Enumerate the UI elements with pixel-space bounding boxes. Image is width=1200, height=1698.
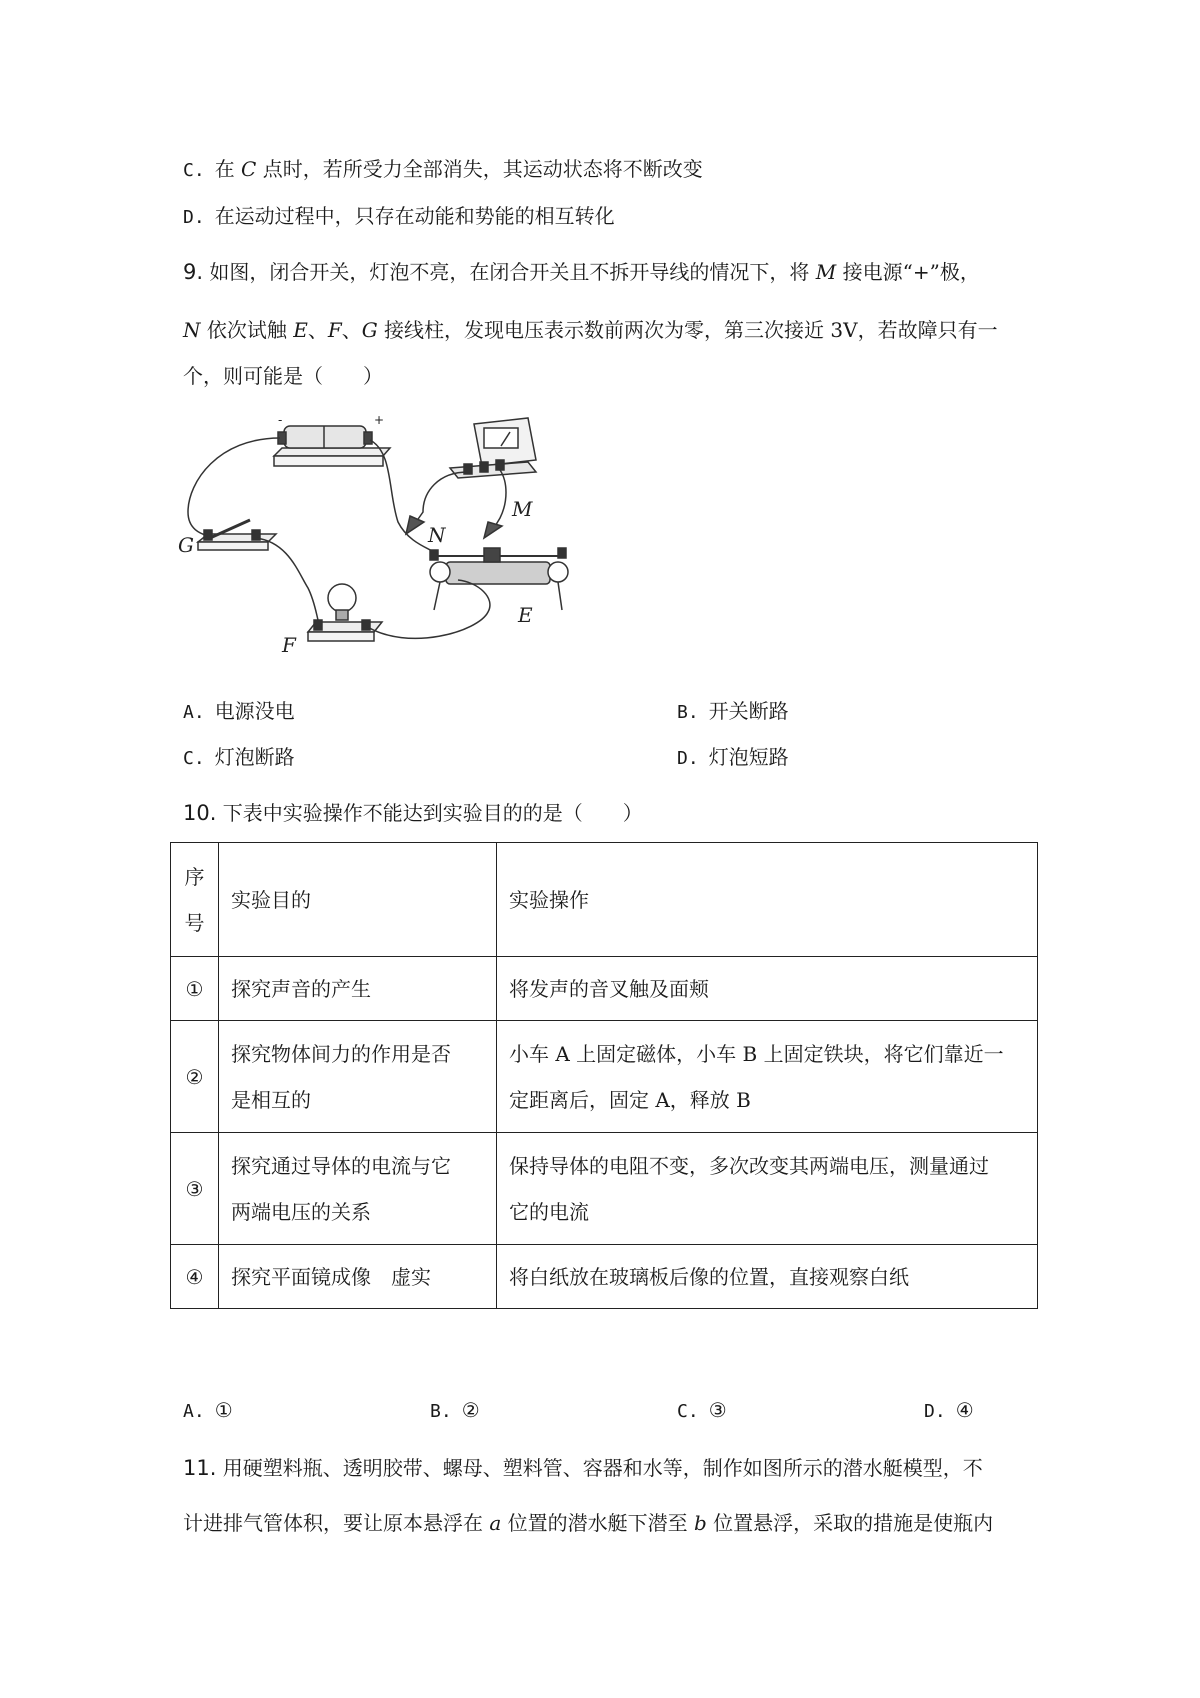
- table-row: ① 探究声音的产生 将发声的音叉触及面颊: [171, 957, 1038, 1021]
- table-row: ③ 探究通过导体的电流与它 两端电压的关系 保持导体的电阻不变，多次改变其两端电压，测量通过 它的电流: [171, 1133, 1038, 1245]
- experiment-table: [170, 842, 1038, 1309]
- table-row: ② 探究物体间力的作用是否 是相互的 小车 A 上固定磁体，小车 B 上固定铁块，将它们靠近一 定距离后，固定 A，释放 B: [171, 1021, 1038, 1133]
- q11-stem-line1: 11. 用硬塑料瓶、透明胶带、螺母、塑料管、容器和水等，制作如图所示的潜水艇模型，不: [183, 1456, 983, 1480]
- label-f: F: [282, 633, 296, 657]
- circuit-diagram: [178, 412, 618, 672]
- label-m: M: [512, 497, 533, 521]
- rheostat-icon: [430, 548, 568, 610]
- question-number: 11.: [183, 1456, 217, 1480]
- label-n: N: [428, 523, 446, 547]
- probe-n-icon: [406, 516, 424, 534]
- battery-icon: [274, 426, 390, 466]
- q10-stem: 10. 下表中实验操作不能达到实验目的的是（ ）: [183, 801, 643, 825]
- question-number: 9.: [183, 260, 204, 284]
- q9-option-a: A. 电源没电: [183, 699, 295, 723]
- switch-icon: [198, 520, 276, 550]
- q10-option-a: A. ①: [183, 1398, 233, 1422]
- label-e: E: [518, 603, 533, 627]
- battery-minus-label: -: [278, 413, 283, 427]
- voltmeter-icon: [450, 418, 536, 478]
- q9-option-c: C. 灯泡断路: [183, 745, 295, 769]
- q10-option-d: D. ④: [924, 1398, 974, 1422]
- label-g: G: [178, 533, 194, 557]
- q9-stem-line2: N 依次试触 E、F、G 接线柱，发现电压表示数前两次为零，第三次接近 3V，若故障只有一: [183, 318, 998, 342]
- q9-option-d: D. 灯泡短路: [677, 745, 789, 769]
- q9-stem-line1: 9. 如图，闭合开关，灯泡不亮，在闭合开关且不拆开导线的情况下，将 M 接电源“+”极，: [183, 260, 980, 284]
- header-operation: 实验操作: [497, 843, 1038, 957]
- q10-option-c: C. ③: [677, 1398, 727, 1422]
- variable-c: C: [241, 157, 257, 181]
- option-letter: C.: [183, 160, 205, 181]
- bulb-icon: [308, 584, 382, 641]
- q8-option-d: D. 在运动过程中，只存在动能和势能的相互转化: [183, 204, 615, 228]
- header-index: 序 号: [171, 843, 219, 957]
- battery-plus-label: +: [374, 413, 385, 427]
- q11-stem-line2: 计进排气管体积，要让原本悬浮在 a 位置的潜水艇下潜至 b 位置悬浮，采取的措施是使瓶内: [183, 1511, 994, 1535]
- header-goal: 实验目的: [219, 843, 497, 957]
- q9-option-b: B. 开关断路: [677, 699, 789, 723]
- question-number: 10.: [183, 801, 217, 825]
- q9-stem-line3: 个，则可能是（ ）: [183, 364, 383, 388]
- probe-m-icon: [484, 522, 502, 538]
- table-row: ④ 探究平面镜成像 虚实 将白纸放在玻璃板后像的位置，直接观察白纸: [171, 1245, 1038, 1309]
- option-letter: D.: [183, 207, 205, 228]
- table-header-row: [171, 843, 1038, 957]
- q10-option-b: B. ②: [430, 1398, 480, 1422]
- q8-option-c: C. 在 C 点时，若所受力全部消失，其运动状态将不断改变: [183, 157, 703, 181]
